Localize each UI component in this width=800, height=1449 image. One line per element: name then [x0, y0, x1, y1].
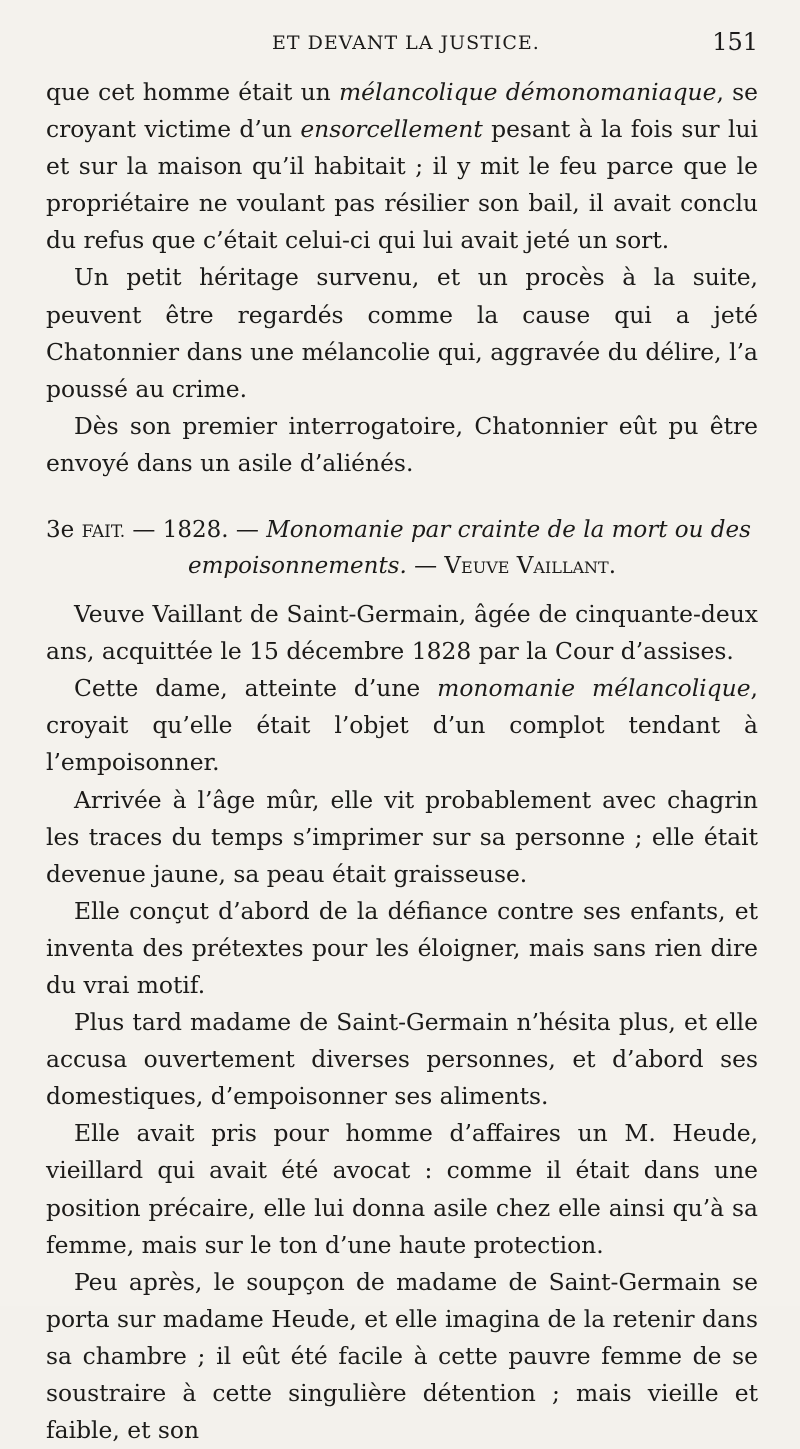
paragraph: Elle conçut d’abord de la défiance contre ses enfants, et inventa des prétextes pour les éloigner, mais sans rien dire du vrai motif.: [46, 896, 758, 999]
p1-text-a: que cet homme était un: [46, 78, 339, 106]
paragraph: [46, 670, 758, 781]
running-title: ET DEVANT LA JUSTICE.: [272, 32, 540, 54]
p5-text-b: , croyait qu’elle était l’objet d’un complot tendant à l’empoisonner.: [46, 674, 758, 777]
body-text: [46, 74, 758, 1449]
p1-emphasis-1: mélancolique démonomaniaque: [338, 78, 717, 106]
fait-label: FAIT.: [81, 522, 126, 543]
paragraph: Elle avait pris pour homme d’affaires un M. Heude, vieillard qui avait été avocat : comme il était dans une position précaire, elle lui donna asile chez elle ainsi qu’à sa femme, mais sur le ton d’une haute protection.: [46, 1119, 758, 1259]
p5-text-a: Cette dame, atteinte d’une: [74, 674, 438, 703]
case-heading-line-2: [46, 549, 758, 583]
paragraph: Veuve Vaillant de Saint-Germain, âgée de cinquante-deux ans, acquittée le 15 décembre 1828 par la Cour d’assises.: [46, 600, 758, 666]
p1-text-c: pesant à la fois sur lui et sur la maison qu’il habitait ; il y mit le feu parce que le propriétaire ne voulant pas résilier son bail, il avait conclu du refus que c’était celui-ci qui lui avait jeté un sort.: [46, 115, 758, 255]
case-title-continued: empoisonnements.: [187, 553, 407, 580]
p5-emphasis: monomanie mélancolique: [437, 674, 751, 703]
case-year: 1828.: [162, 517, 229, 544]
paragraph-continued: [46, 74, 758, 259]
case-name: Veuve Vaillant.: [444, 553, 617, 580]
p1-emphasis-2: ensorcellement: [300, 115, 483, 144]
heading-dash: —: [125, 517, 163, 544]
paragraph: Dès son premier interrogatoire, Chatonnier eût pu être envoyé dans un asile d’aliénés.: [46, 411, 758, 477]
case-heading-line-1: [46, 513, 758, 549]
heading-dash: —: [228, 517, 267, 544]
running-head: [48, 28, 758, 66]
paragraph: Un petit héritage survenu, et un procès à la suite, peuvent être regardés comme la cause qui a jeté Chatonnier dans une mélancolie qui, aggravée du délire, l’a poussé au crime.: [46, 263, 758, 403]
paragraph: Plus tard madame de Saint-Germain n’hésita plus, et elle accusa ouvertement diverses personnes, et d’abord ses domestiques, d’empoisonner ses aliments.: [46, 1008, 758, 1111]
p1-text-b: , se croyant victime d’un: [46, 78, 758, 144]
page-number: 151: [712, 28, 758, 56]
case-heading: [46, 513, 758, 583]
fait-number: 3e: [46, 517, 75, 544]
paragraph: Arrivée à l’âge mûr, elle vit probablement avec chagrin les traces du temps s’imprimer sur sa personne ; elle était devenue jaune, sa peau était graisseuse.: [46, 785, 758, 888]
paragraph: Peu après, le soupçon de madame de Saint-Germain se porta sur madame Heude, et elle imagina de la retenir dans sa chambre ; il eût été facile à cette pauvre femme de se soustraire à cette singulière détention ; mais vieille et faible, et son: [46, 1267, 758, 1445]
heading-dash: —: [406, 553, 445, 580]
case-title: Monomanie par crainte de la mort ou des: [266, 517, 751, 544]
